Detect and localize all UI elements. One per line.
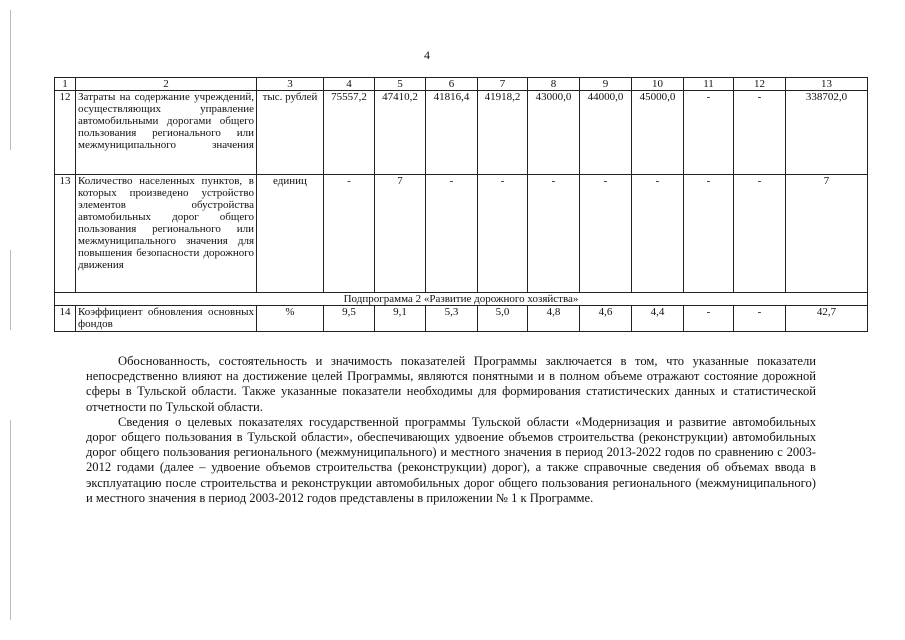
value-cell: - (684, 91, 734, 175)
indicator-name: Коэффициент обновления основных фондов (76, 306, 257, 332)
column-header: 6 (426, 78, 478, 91)
value-cell: 7 (375, 175, 426, 293)
scan-margin-line (10, 420, 11, 620)
value-cell: - (734, 175, 786, 293)
scan-margin-line (10, 10, 11, 150)
value-cell: - (684, 175, 734, 293)
subprogram-title: Подпрограмма 2 «Развитие дорожного хозяйства» (55, 293, 868, 306)
value-cell: 41816,4 (426, 91, 478, 175)
value-cell: 5,0 (478, 306, 528, 332)
column-header: 4 (324, 78, 375, 91)
value-cell: 47410,2 (375, 91, 426, 175)
total-cell: 7 (786, 175, 868, 293)
value-cell: - (684, 306, 734, 332)
indicators-table (54, 77, 868, 332)
indicator-name: Количество населенных пунктов, в которых произведено устройство элементов обустройства автомобильных дорог общего пользования регионального или межмуниципального значения для повышения безопасности дорожного движения (76, 175, 257, 293)
table-header-row (55, 78, 868, 91)
value-cell: 9,1 (375, 306, 426, 332)
column-header: 5 (375, 78, 426, 91)
value-cell: 4,8 (528, 306, 580, 332)
paragraph: Сведения о целевых показателях государственной программы Тульской области «Модернизация и развитие автомобильных дорог общего пользования в Тульской области», обеспечивающих удвоение объемов строительства (реконструкции) автомобильных дорог общего пользования регионального (межмуниципального) и местного значения в период 2013-2022 годов по сравнению с 2003-2012 годами (далее – удвоение объемов строительства (реконструкции) дорог), а также справочные сведения об объемах ввода в эксплуатацию после строительства и реконструкции автомобильных дорог общего пользования регионального (межмуниципального) и местного значения в период 2003-2012 годов представлены в приложении № 1 к Программе. (86, 414, 816, 505)
value-cell: - (734, 91, 786, 175)
table-row (55, 306, 868, 332)
column-header: 8 (528, 78, 580, 91)
page-number: 4 (424, 48, 430, 62)
scan-margin-line (10, 250, 11, 330)
column-header: 13 (786, 78, 868, 91)
column-header: 2 (76, 78, 257, 91)
row-number: 14 (55, 306, 76, 332)
paragraph: Обоснованность, состоятельность и значимость показателей Программы заключается в том, что указанные показатели непосредственно влияют на достижение целей Программы, являются понятными и в полном объеме отражают состояние дорожной сферы в Тульской области. Также указанные показатели необходимы для формирования статистических данных и статистической отчетности по Тульской области. (86, 354, 816, 414)
column-header: 11 (684, 78, 734, 91)
column-header: 12 (734, 78, 786, 91)
value-cell: 5,3 (426, 306, 478, 332)
subprogram-row (55, 293, 868, 306)
unit-cell: % (257, 306, 324, 332)
value-cell: 45000,0 (632, 91, 684, 175)
value-cell: - (426, 175, 478, 293)
column-header: 1 (55, 78, 76, 91)
column-header: 9 (580, 78, 632, 91)
column-header: 3 (257, 78, 324, 91)
value-cell: - (528, 175, 580, 293)
value-cell: - (632, 175, 684, 293)
value-cell: - (324, 175, 375, 293)
value-cell: 75557,2 (324, 91, 375, 175)
total-cell: 42,7 (786, 306, 868, 332)
value-cell: - (478, 175, 528, 293)
column-header: 10 (632, 78, 684, 91)
value-cell: 4,6 (580, 306, 632, 332)
value-cell: - (580, 175, 632, 293)
value-cell: 41918,2 (478, 91, 528, 175)
total-cell: 338702,0 (786, 91, 868, 175)
value-cell: 9,5 (324, 306, 375, 332)
unit-cell: единиц (257, 175, 324, 293)
body-text (86, 354, 816, 506)
row-number: 13 (55, 175, 76, 293)
value-cell: 4,4 (632, 306, 684, 332)
table-row (55, 91, 868, 175)
value-cell: - (734, 306, 786, 332)
indicator-name: Затраты на содержание учреждений, осуществляющих управление автомобильными дорогами общего пользования регионального или межмуниципального значения (76, 91, 257, 175)
value-cell: 44000,0 (580, 91, 632, 175)
value-cell: 43000,0 (528, 91, 580, 175)
row-number: 12 (55, 91, 76, 175)
table-row (55, 175, 868, 293)
column-header: 7 (478, 78, 528, 91)
unit-cell: тыс. рублей (257, 91, 324, 175)
